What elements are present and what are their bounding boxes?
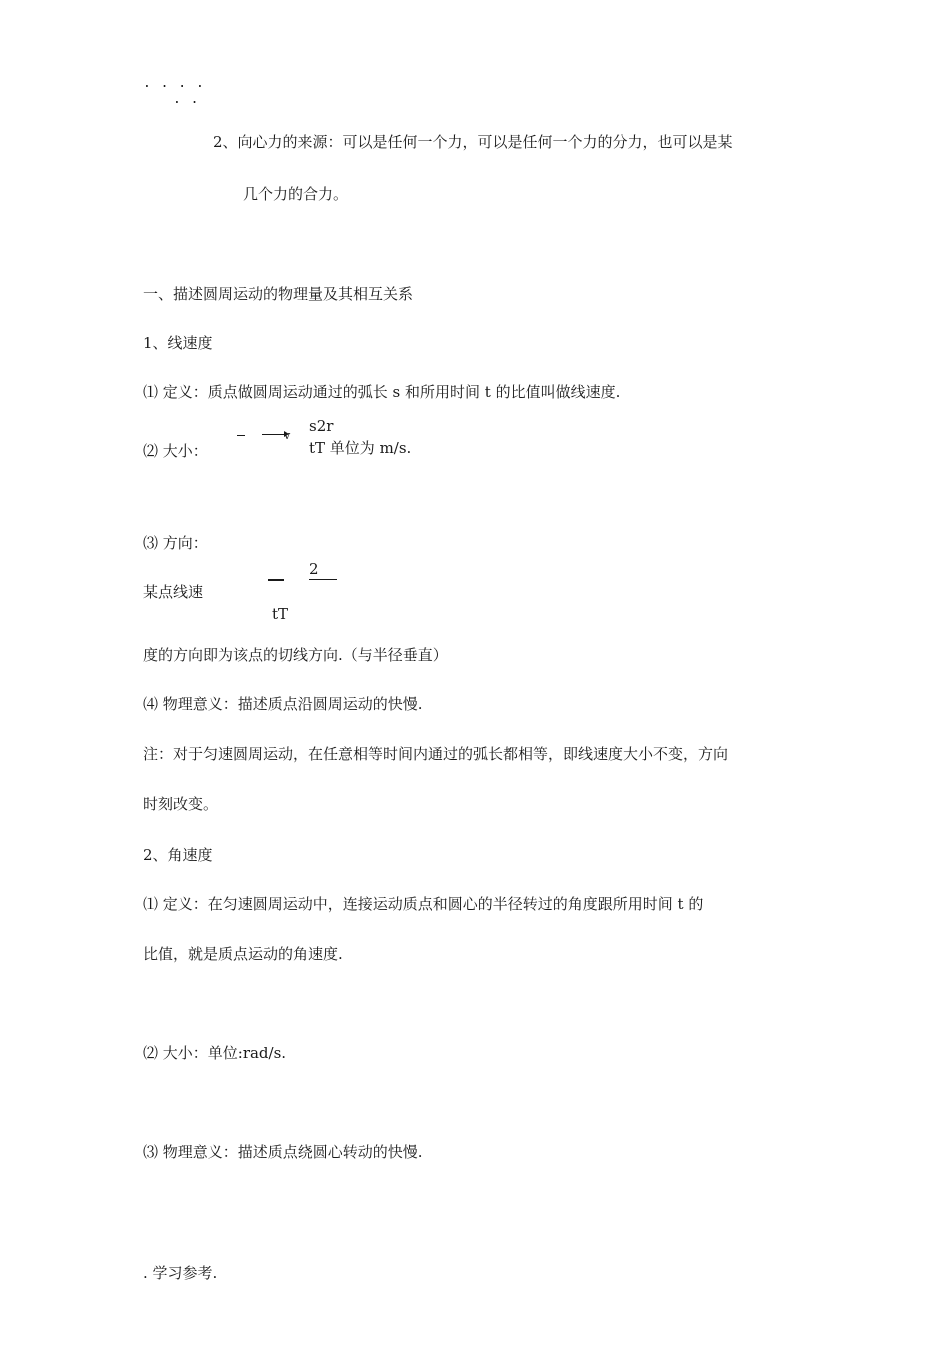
angular-velocity-definition-2: 比值，就是质点运动的角速度. bbox=[143, 945, 343, 963]
formula-arrow-line bbox=[262, 434, 286, 435]
linear-velocity-heading: 1、线速度 bbox=[143, 334, 213, 352]
formula-numerator: s2r bbox=[309, 417, 334, 435]
linear-velocity-definition: ⑴ 定义：质点做圆周运动通过的弧长 s 和所用时间 t 的比值叫做线速度. bbox=[143, 383, 621, 401]
formula-v: v bbox=[284, 429, 291, 442]
angular-velocity-meaning: ⑶ 物理意义：描述质点绕圆心转动的快慢. bbox=[143, 1143, 423, 1161]
direction-text: 度的方向即为该点的切线方向.（与半径垂直） bbox=[143, 646, 448, 664]
note-line-1: 注：对于匀速圆周运动，在任意相等时间内通过的弧长都相等，即线速度大小不变，方向 bbox=[143, 745, 729, 763]
direction-prefix: 某点线速 bbox=[143, 583, 204, 601]
linear-velocity-direction-label: ⑶ 方向： bbox=[143, 534, 208, 552]
formula-denominator-unit: tT 单位为 m/s. bbox=[309, 439, 412, 457]
angular-velocity-definition-1: ⑴ 定义：在匀速圆周运动中，连接运动质点和圆心的半径转过的角度跟所用时间 t 的 bbox=[143, 895, 704, 913]
header-dots-2: . . bbox=[173, 92, 200, 107]
footer-text: . 学习参考. bbox=[143, 1264, 218, 1282]
section-title: 一、描述圆周运动的物理量及其相互关系 bbox=[143, 285, 414, 303]
direction-denominator: tT bbox=[272, 605, 289, 623]
angular-velocity-size: ⑵ 大小：单位:rad/s. bbox=[143, 1044, 287, 1062]
direction-fraction-bar-1 bbox=[268, 579, 284, 581]
intro-line-2: 几个力的合力。 bbox=[243, 185, 349, 203]
intro-line-1: 2、向心力的来源：可以是任何一个力，可以是任何一个力的分力，也可以是某 bbox=[213, 133, 733, 151]
formula-minus bbox=[237, 435, 245, 436]
linear-velocity-size-label: ⑵ 大小： bbox=[143, 442, 208, 460]
direction-numerator: 2 bbox=[309, 560, 319, 578]
angular-velocity-heading: 2、角速度 bbox=[143, 846, 213, 864]
header-dots-1: . . . . bbox=[143, 76, 205, 91]
direction-fraction-bar-2 bbox=[309, 579, 337, 580]
note-line-2: 时刻改变。 bbox=[143, 795, 219, 813]
linear-velocity-meaning: ⑷ 物理意义：描述质点沿圆周运动的快慢. bbox=[143, 695, 423, 713]
